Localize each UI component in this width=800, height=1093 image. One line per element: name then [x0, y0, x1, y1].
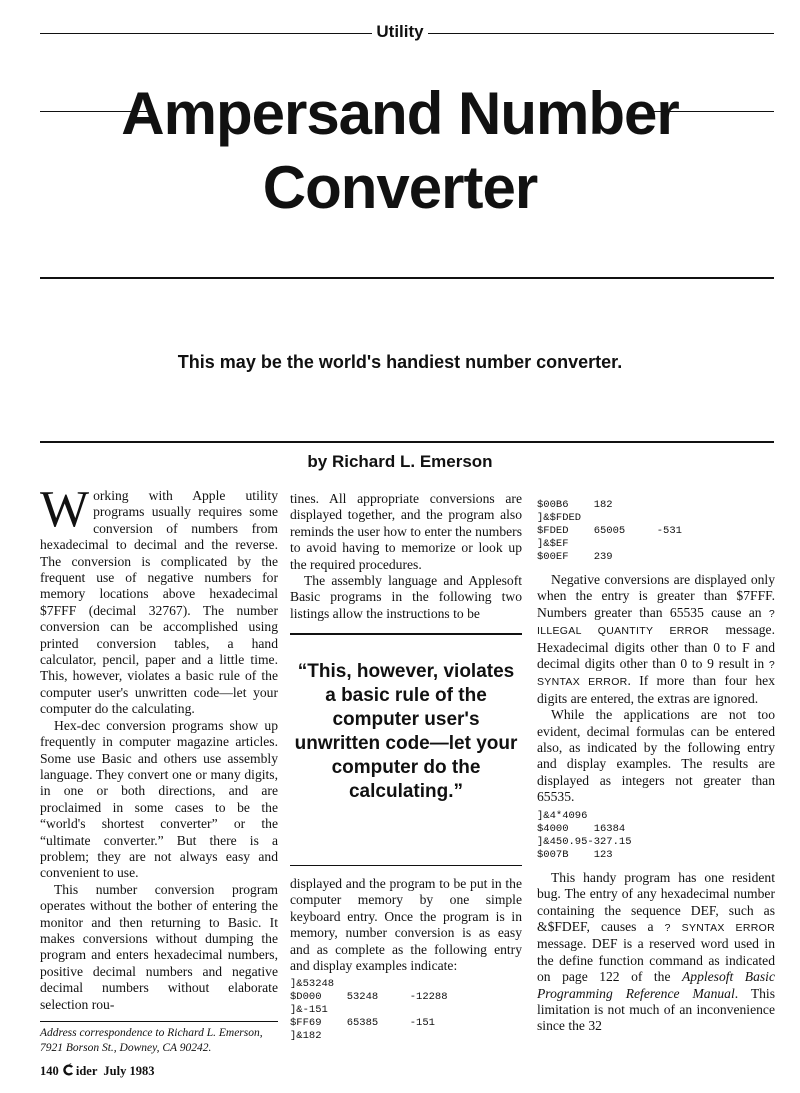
paragraph: Working with Apple utility programs usually requires some conversion of numbers from hexadecimal to decimal and the reverse. The conversion is complicated by the frequent use of negative numbers for memory locations above hexadecimal $7FFF (decimal 32767). The number conversion can be accomplished using printed conversion tables, a hand calculator, pencil, paper and a little time. This, however, violates a basic rule of the computer user's unwritten code—let your computer do the calculating. — [40, 481, 278, 717]
paragraph: The assembly language and Applesoft Basic programs in the following two listings allow the instructions to be — [290, 573, 522, 621]
issue-date: July 1983 — [103, 1064, 155, 1078]
paragraph: Hex-dec conversion programs show up frequently in computer magazine articles. Some use Basic and others use assembly language. They convert one or many digits, in one or both directions, and are proclaimed in some cases to be the “world's shortest converter” or the “ultimate converter.” But there is a problem; they are not always easy and convenient to use. — [40, 717, 278, 881]
section-label: Utility — [0, 22, 800, 42]
drop-cap: W — [40, 481, 90, 538]
code-listing: ]&4*4096 $4000 16384 ]&450.95-327.15 $007B 123 — [537, 809, 632, 861]
pull-quote: “This, however, violates a basic rule of the computer user's unwritten code—let your computer do the calculating.” — [294, 661, 518, 802]
paragraph: tines. All appropriate conversions are displayed together, and the program also reminds the user how to enter the numbers to avoid having to memorize or look up the required procedures. — [290, 491, 522, 572]
magazine-name: ider — [75, 1064, 98, 1078]
paragraph: displayed and the program to be put in the computer memory by one simple keyboard entry. Once the program is in memory, number conversion is as easy and as complete as the following entry and display examples indicate: — [290, 876, 522, 974]
code-listing: $00B6 182 ]&$FDED $FDED 65005 -531 ]&$EF $00EF 239 — [537, 499, 682, 563]
pullquote-rule-top — [290, 633, 522, 635]
footnote-rule — [40, 1021, 278, 1022]
paragraph: Negative conversions are displayed only when the entry is greater than $7FFF. Numbers greater than 65535 cause an ? ILLEGAL QUANTITY ERROR message. Hexadecimal digits other than 0 to F and decimal digits other than 0 to 9 result in ? SYNTAX ERROR. If more than four hex digits are entered, the extras are ignored. — [537, 572, 775, 706]
pullquote-rule-bottom — [290, 865, 522, 866]
article-title-line1: Ampersand Number — [121, 80, 679, 147]
manual-title: Applesoft Basic Programming Reference Manual — [537, 969, 775, 1001]
subtitle: This may be the world's handiest number converter. — [177, 352, 623, 372]
column-2-continued — [290, 876, 522, 1051]
article-title-line2: Converter — [262, 154, 538, 221]
column-1 — [40, 481, 278, 1013]
page-footer — [40, 1063, 154, 1079]
byline-rule — [40, 441, 774, 443]
error-message: ? SYNTAX ERROR — [664, 921, 775, 934]
paragraph: This handy program has one resident bug. The entry of any hexadecimal number containing the sequence DEF, such as &$FDEF, causes a ? SYNTAX ERROR message. DEF is a reserved word used in the define function command as indicated on page 122 of the Applesoft Basic Programming Reference Manual. This limitation is not much of an inconvenience since the 32 — [537, 869, 775, 1034]
apple-c-logo-icon — [62, 1063, 76, 1077]
byline: by Richard L. Emerson — [307, 452, 493, 471]
page-number: 140 — [40, 1064, 59, 1078]
column-2 — [290, 491, 522, 622]
error-message: ? SYNTAX ERROR — [537, 659, 775, 689]
title-bottom-rule — [40, 277, 774, 279]
error-message: ? ILLEGAL QUANTITY ERROR — [537, 607, 775, 638]
column-3 — [537, 495, 775, 1035]
paragraph: This number conversion program operates without the bother of entering the monitor and then returning to Basic. It makes conversions without dumping the program and enters hexadecimal numbers, positive decimal numbers and negative decimal numbers without elaborate selection rou- — [40, 881, 278, 1012]
footnote: Address correspondence to Richard L. Emerson, 7921 Borson St., Downey, CA 90242. — [40, 1027, 263, 1054]
paragraph: While the applications are not too evident, decimal formulas can be entered also, as indicated by the following entry and display examples. The results are displayed as integers not greater than 65535. — [537, 707, 775, 805]
code-listing: ]&53248 $D000 53248 -12288 ]&-151 $FF69 65385 -151 ]&182 — [290, 978, 448, 1043]
